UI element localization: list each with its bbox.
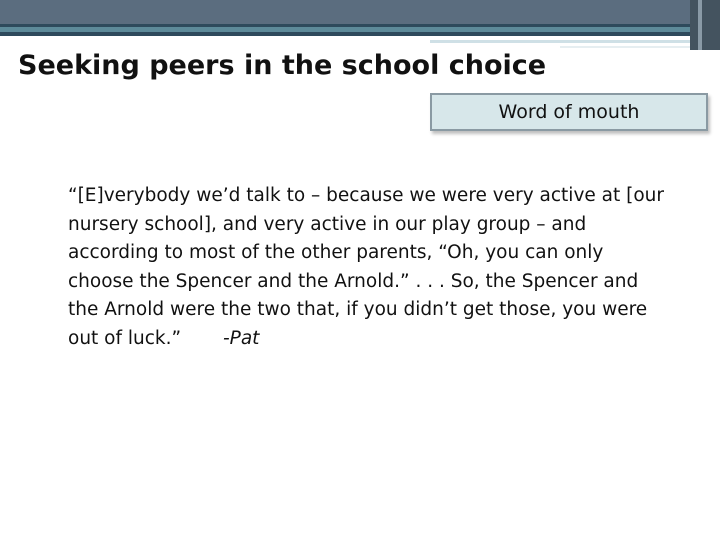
- slide-title: Seeking peers in the school choice: [18, 50, 547, 81]
- accent-line: [430, 40, 690, 43]
- quote-block: [68, 182, 668, 354]
- accent-line-secondary: [560, 46, 690, 48]
- topic-tag-label: Word of mouth: [498, 101, 640, 123]
- quote-paragraph: [68, 182, 668, 354]
- quote-attribution: -Pat: [223, 327, 260, 349]
- top-band-stripe: [0, 27, 720, 32]
- topic-tag: [430, 93, 708, 131]
- corner-stripe: [698, 0, 702, 50]
- quote-text: “[E]verybody we’d talk to – because we were very active at [our nursery school], and very active in our play group – and according to most of the other parents, “Oh, you can only choose the Spencer and the Arnold.” . . . So, the Spencer and the Arnold were the two that, if you didn’t get those, you were out of luck.”: [68, 185, 664, 349]
- top-bar: [0, 0, 720, 24]
- corner-block: [690, 0, 720, 50]
- top-band: [0, 24, 720, 36]
